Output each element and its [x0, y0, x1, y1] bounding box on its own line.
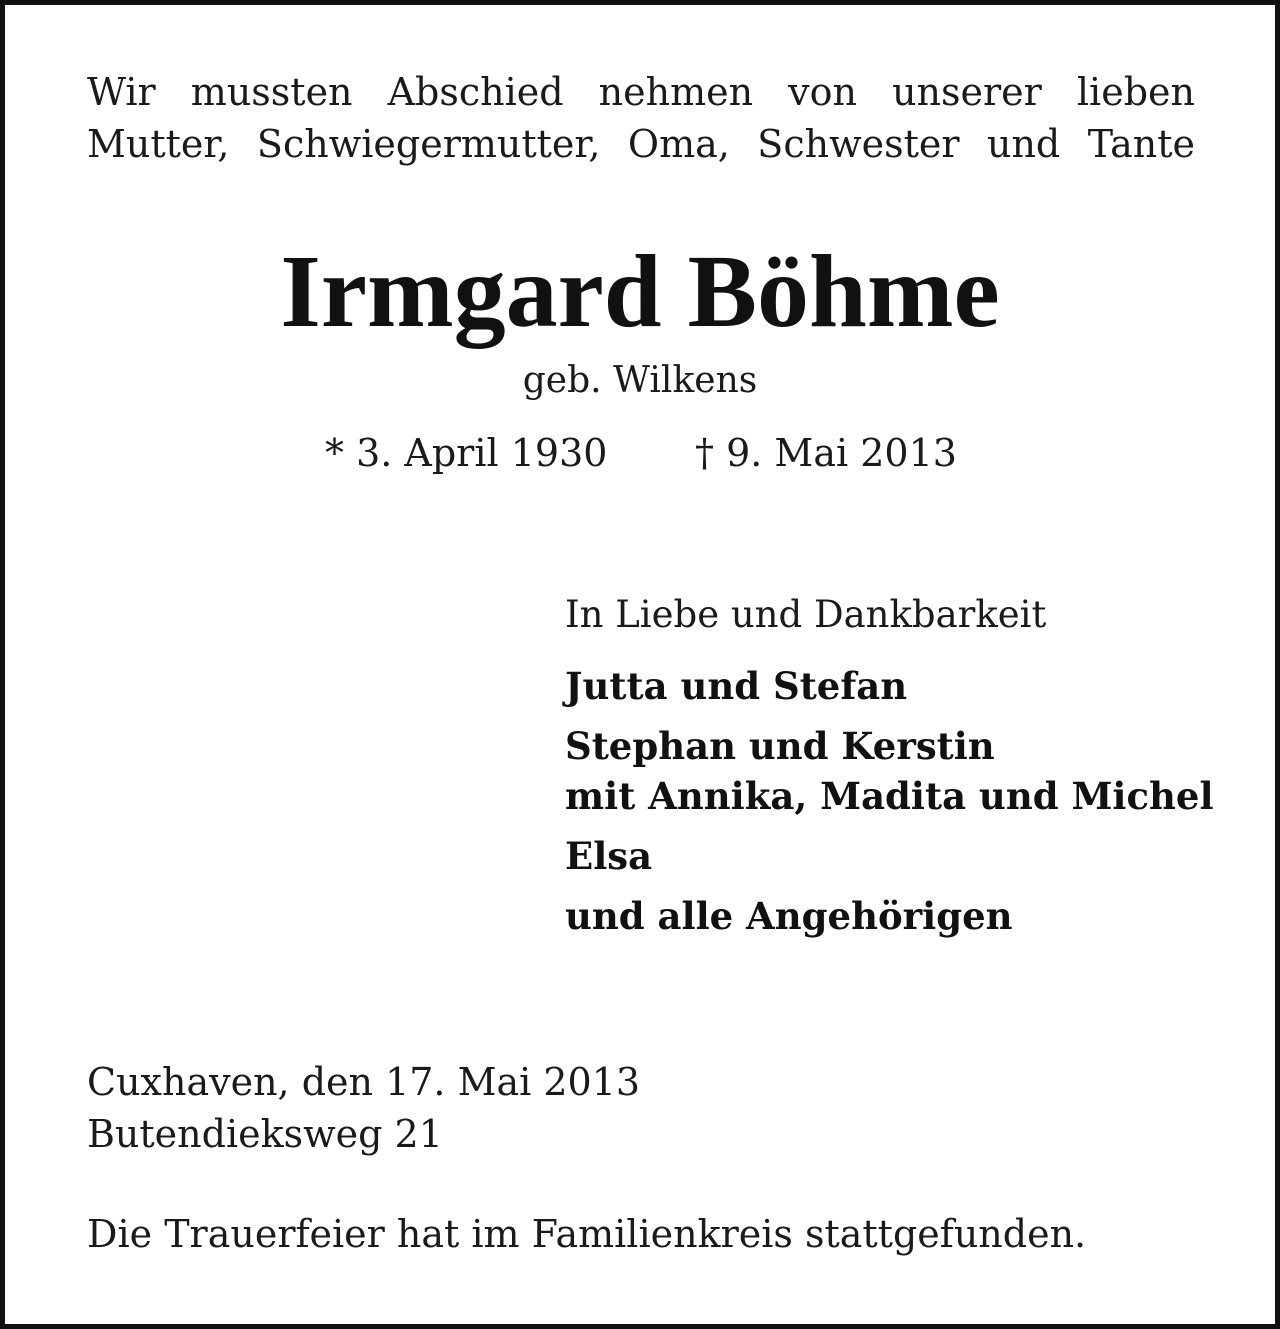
mourner-line: und alle Angehörigen: [565, 894, 1013, 938]
mourner-line: Elsa: [565, 834, 653, 878]
mourner-line: Stephan und Kerstin: [565, 724, 995, 768]
ceremony-note: Die Trauerfeier hat im Familienkreis stattgefunden.: [87, 1212, 1087, 1256]
intro-line-2: Mutter, Schwiegermutter, Oma, Schwester und Tante: [87, 122, 1195, 166]
intro-line-1: Wir mussten Abschied nehmen von unserer lieben: [87, 70, 1195, 114]
birth-date: * 3. April 1930: [325, 431, 608, 475]
address: Butendieksweg 21: [87, 1112, 443, 1156]
deceased-name: Irmgard Böhme: [280, 234, 1000, 349]
place-date: Cuxhaven, den 17. Mai 2013: [87, 1060, 641, 1104]
mourners-tagline: In Liebe und Dankbarkeit: [565, 593, 1047, 636]
mourner-line: mit Annika, Madita und Michel: [565, 774, 1214, 818]
mourner-line: Jutta und Stefan: [565, 664, 908, 708]
maiden-name: geb. Wilkens: [522, 360, 758, 401]
death-date: † 9. Mai 2013: [695, 431, 957, 475]
